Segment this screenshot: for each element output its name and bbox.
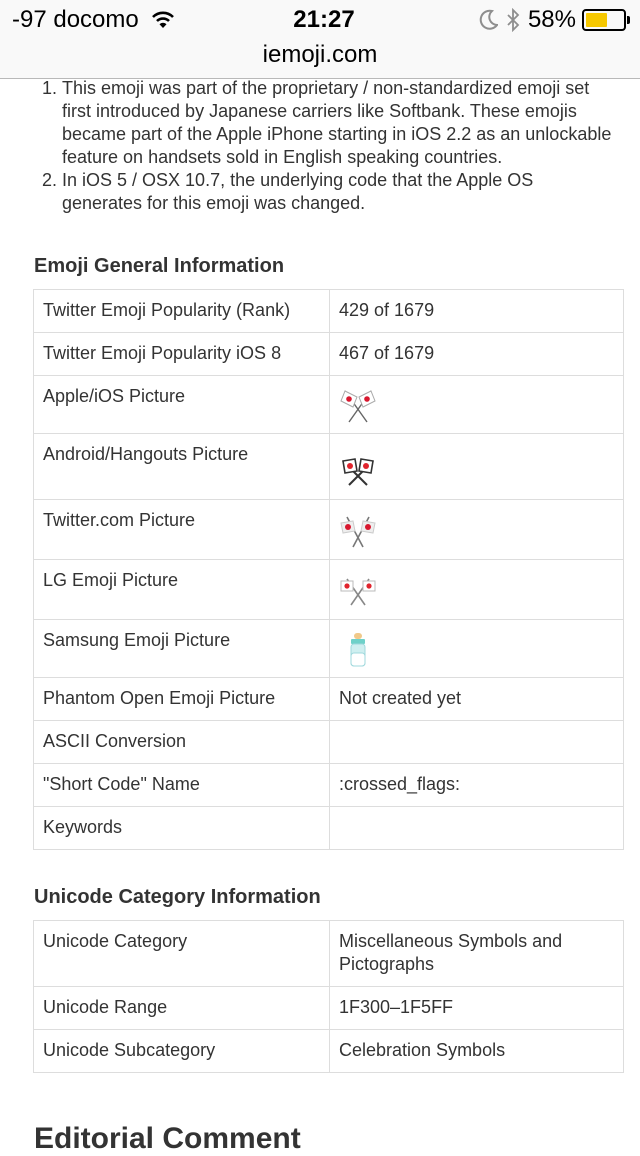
row-label: ASCII Conversion	[34, 721, 330, 764]
row-value	[330, 807, 624, 850]
row-label: Phantom Open Emoji Picture	[34, 678, 330, 721]
table-row	[34, 678, 624, 721]
footnote-1: 1. This emoji was part of the proprietary / non-standardized emoji set first introduced by Japanese carriers like Softbank. These emojis became part of the Apple iPhone starting in iOS 2.2 as an unlockable feature on handsets sold in English speaking countries.	[62, 77, 640, 169]
row-label: Unicode Category	[34, 921, 330, 987]
table-row	[34, 921, 624, 987]
row-label: Keywords	[34, 807, 330, 850]
table-row	[34, 290, 624, 333]
table-row	[34, 1030, 624, 1073]
row-label: Unicode Subcategory	[34, 1030, 330, 1073]
baby-bottle-icon	[339, 631, 377, 667]
battery-level	[586, 13, 607, 27]
row-value: Miscellaneous Symbols and Pictographs	[330, 921, 624, 987]
clock: 21:27	[293, 6, 355, 33]
table-row	[34, 434, 624, 500]
battery-percent: 58%	[527, 6, 576, 33]
row-value: 1F300–1F5FF	[330, 987, 624, 1030]
android-picture-cell	[330, 434, 624, 500]
status-bar-right	[470, 6, 626, 34]
bluetooth-icon	[506, 8, 520, 32]
apple-picture-cell	[330, 376, 624, 434]
row-label: "Short Code" Name	[34, 764, 330, 807]
row-label: Twitter.com Picture	[34, 500, 330, 560]
row-label: Apple/iOS Picture	[34, 376, 330, 434]
table-row	[34, 721, 624, 764]
table-row	[34, 560, 624, 620]
crossed-flags-icon	[339, 389, 377, 423]
unicode-info-heading: Unicode Category Information	[34, 886, 321, 908]
page-content	[0, 79, 640, 217]
row-value: Not created yet	[330, 678, 624, 721]
row-label: Twitter Emoji Popularity iOS 8	[34, 333, 330, 376]
row-value: :crossed_flags:	[330, 764, 624, 807]
carrier-label: -97 docomo	[12, 6, 139, 33]
row-value	[330, 721, 624, 764]
footnotes-list	[0, 77, 640, 215]
row-value: Celebration Symbols	[330, 1030, 624, 1073]
row-label: Samsung Emoji Picture	[34, 620, 330, 678]
row-label: Twitter Emoji Popularity (Rank)	[34, 290, 330, 333]
row-label: Unicode Range	[34, 987, 330, 1030]
lg-picture-cell	[330, 560, 624, 620]
crossed-flags-icon	[339, 455, 377, 489]
general-info-table	[33, 289, 624, 850]
row-label: LG Emoji Picture	[34, 560, 330, 620]
table-row	[34, 807, 624, 850]
twitter-picture-cell	[330, 500, 624, 560]
row-value: 429 of 1679	[330, 290, 624, 333]
table-row	[34, 620, 624, 678]
url-domain[interactable]: iemoji.com	[262, 41, 378, 68]
row-value: 467 of 1679	[330, 333, 624, 376]
table-row	[34, 764, 624, 807]
general-info-heading: Emoji General Information	[34, 255, 285, 277]
samsung-picture-cell	[330, 620, 624, 678]
unicode-info-table	[33, 920, 624, 1073]
crossed-flags-icon	[339, 575, 377, 609]
editorial-heading: Editorial Comment	[34, 1122, 301, 1155]
footnote-2: 2. In iOS 5 / OSX 10.7, the underlying code that the Apple OS generates for this emoji was changed.	[62, 169, 640, 215]
row-label: Android/Hangouts Picture	[34, 434, 330, 500]
table-row	[34, 987, 624, 1030]
crossed-flags-icon	[339, 515, 377, 549]
moon-icon	[478, 9, 498, 31]
battery-icon	[582, 9, 626, 31]
url-bar[interactable]	[0, 40, 640, 79]
table-row	[34, 500, 624, 560]
table-row	[34, 376, 624, 434]
table-row	[34, 333, 624, 376]
status-bar	[0, 0, 640, 40]
